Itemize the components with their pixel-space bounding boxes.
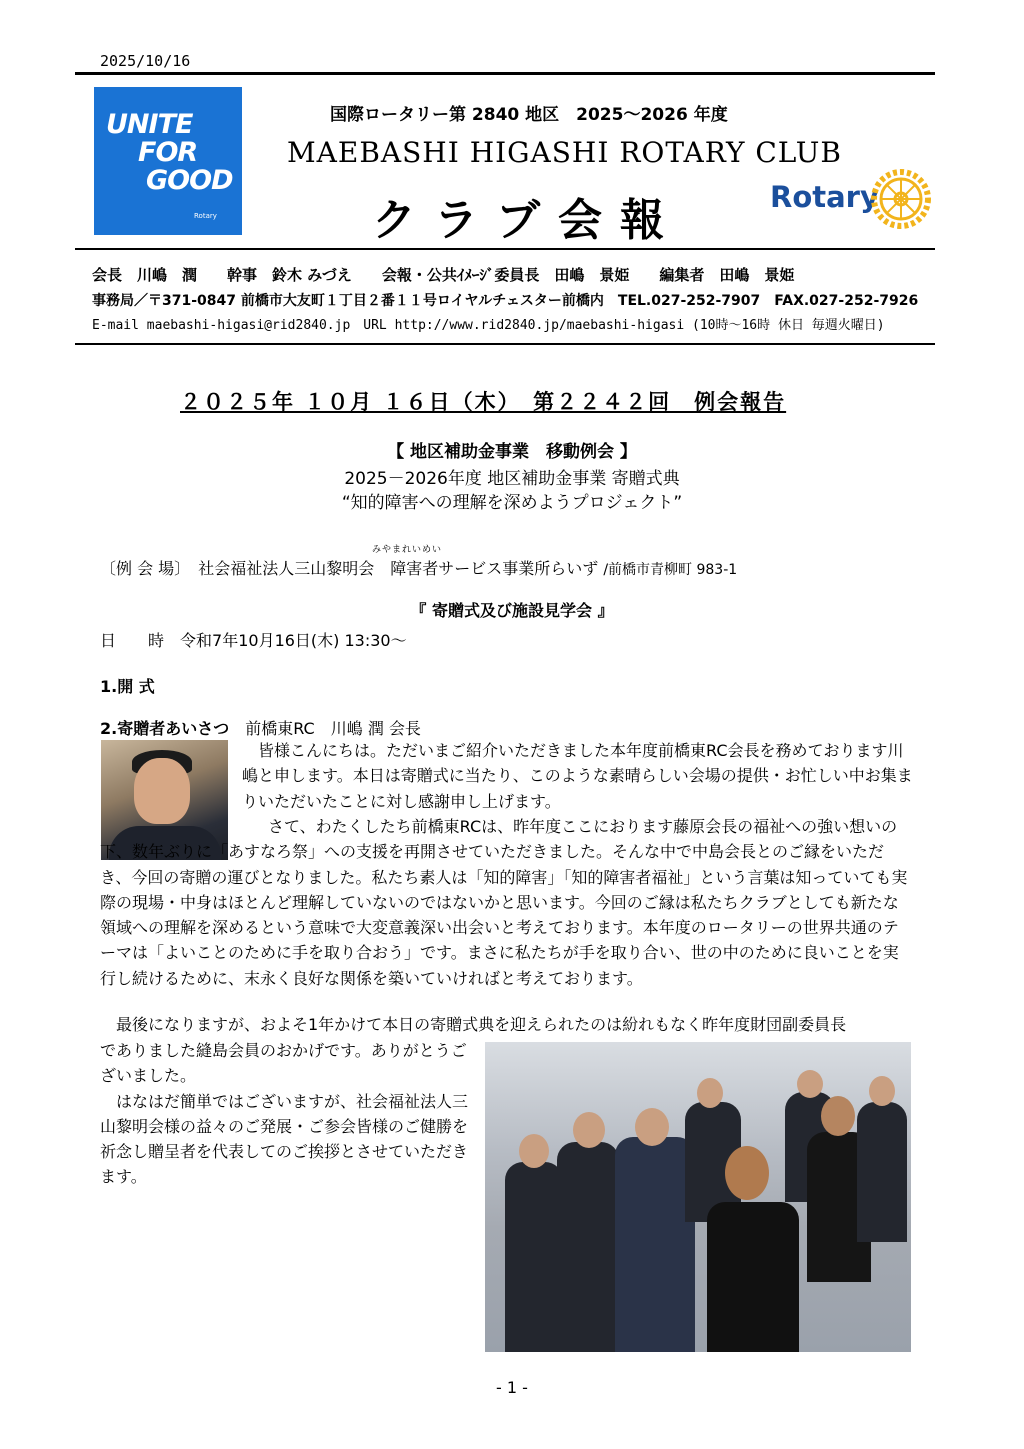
contact-rule	[75, 343, 935, 345]
attendee-head	[821, 1096, 855, 1136]
attendee-figure	[707, 1202, 799, 1352]
rotary-wordmark: Rotary	[770, 180, 879, 214]
datetime-line	[100, 628, 407, 651]
unite-for-good-logo	[94, 87, 242, 235]
ceremony-group-photo	[485, 1042, 911, 1352]
greeting-label: 2.寄贈者あいさつ	[100, 719, 230, 738]
page-number: - 1 -	[496, 1378, 528, 1397]
venue-line	[100, 556, 737, 579]
attendee-head	[725, 1146, 769, 1200]
greeting-paragraph-3: 最後になりますが、およそ1年かけて本日の寄贈式典を迎えられたのは紛れもなく昨年度財団副委員長	[116, 1015, 847, 1034]
attendee-head	[519, 1134, 549, 1168]
issue-date: 2025/10/16	[100, 52, 191, 70]
venue-name: 社会福祉法人三山黎明会 障害者サービス事業所らいず	[198, 559, 599, 578]
logo-small-text: Rotary	[194, 212, 217, 220]
venue-label: 〔例 会 場〕	[100, 559, 183, 578]
report-heading: ２０２５年 １０月 １６日（木） 第２２４２回 例会報告	[180, 390, 787, 414]
club-name-en: MAEBASHI HIGASHI ROTARY CLUB	[287, 136, 842, 169]
datetime-value: 令和7年10月16日(木) 13:30～	[180, 631, 407, 650]
greeting-paragraph-1: 皆様こんにちは。ただいまご紹介いただきました本年度前橋東RC会長を務めております川嶋と申します。本日は寄贈式に当たり、このような素晴らしい会場の提供・お忙しい中お集まりいただいたことに対し感謝申し上げます。	[242, 741, 913, 811]
attendee-figure	[857, 1102, 907, 1242]
event-title: 『 寄贈式及び施設見学会 』	[410, 601, 614, 620]
attendee-head	[797, 1070, 823, 1098]
agenda-item-greeting	[100, 716, 421, 739]
greeting-thanks: でありました縫島会員のおかげです。ありがとうございました。	[100, 1041, 467, 1086]
agenda-item-opening: 1.開 式	[100, 677, 155, 696]
greeting-closing: はなはだ簡単ではございますが、社会福祉法人三山黎明会様の益々のご発展・ご参会皆様のご健勝を祈念し贈呈者を代表してのご挨拶とさせていただきます。	[100, 1091, 469, 1187]
officers-line: 会長 川嶋 潤 幹事 鈴木 みづえ 会報・公共ｲﾒｰｼﾞ委員長 田嶋 景姫 編集者 田嶋 景姫	[92, 266, 795, 284]
attendee-head	[697, 1078, 723, 1108]
subheading-project: “知的障害への理解を深めようプロジェクト”	[341, 493, 683, 513]
top-rule	[75, 72, 935, 75]
attendee-figure	[615, 1137, 695, 1352]
greeting-speaker: 前橋東RC 川嶋 潤 会長	[245, 719, 421, 738]
office-address: 事務局／〒371-0847 前橋市大友町１丁目２番１１号ロイヤルチェスター前橋内 TEL.027-252-7907 FAX.027-252-7926	[92, 293, 919, 309]
venue-ruby: みやまれいめい	[372, 545, 443, 555]
greeting-paragraph-4	[100, 1038, 472, 1190]
logo-line-1: UNITE	[106, 109, 193, 140]
bulletin-title: クラブ会報	[372, 195, 682, 246]
attendee-head	[869, 1076, 895, 1106]
contact-line: E-mail maebashi-higasi@rid2840.jp URL http://www.rid2840.jp/maebashi-higasi (10時～16時 休日 毎週火曜日)	[92, 318, 885, 333]
attendee-figure	[557, 1142, 619, 1352]
subheading-meeting: 【 地区補助金事業 移動例会 】	[387, 442, 637, 462]
attendee-head	[573, 1112, 605, 1148]
logo-line-2: FOR	[138, 137, 198, 168]
district-line: 国際ロータリー第 2840 地区 2025～2026 年度	[330, 105, 728, 125]
subheading-ceremony: 2025－2026年度 地区補助金事業 寄贈式典	[344, 469, 680, 489]
logo-line-3: GOOD	[146, 165, 233, 196]
datetime-label: 日 時	[100, 631, 165, 650]
attendee-head	[635, 1108, 669, 1146]
header-rule	[75, 248, 935, 250]
rotary-wheel-icon	[870, 168, 932, 230]
greeting-paragraph-2: さて、わたくしたち前橋東RCは、昨年度ここにおります藤原会長の福祉への強い想いの下、数年ぶりに「あすなろ祭」への支援を再開させていただきました。そんな中で中島会長とのご縁をいただき、今回の寄贈の運びとなりました。私たち素人は「知的障害」「知的障害者福祉」という言葉は知っていても実際の現場・中身はほとんど理解していないのではないかと思います。今回のご縁は私たちクラブとしても新たな領域への理解を深めるという意味で大変意義深い出会いと考えております。本年度のロータリーの世界共通のテーマは「よいことのために手を取り合おう」です。まさに私たちが手を取り合い、世の中のために良いことを実行し続けるために、末永く良好な関係を築いていければと考えております。	[100, 817, 908, 988]
attendee-figure	[505, 1162, 563, 1352]
venue-address: /前橋市青柳町 983-1	[603, 562, 738, 578]
